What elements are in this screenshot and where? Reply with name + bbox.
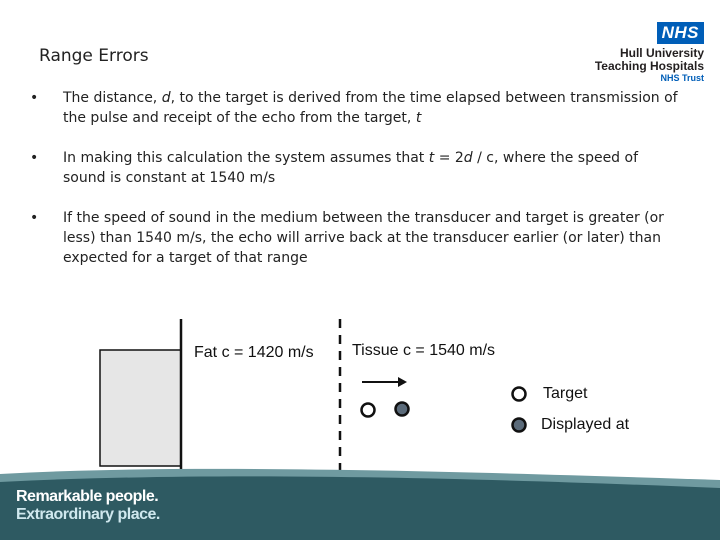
arrow-head [398, 377, 407, 387]
logo-trust: NHS Trust [660, 73, 704, 83]
bullet-text: If the speed of sound in the medium between the transducer and target is greater (or less) than 1540 m/s, the echo will arrive back at the transducer earlier (or later) than expected for a target of that range [63, 210, 664, 266]
bullet-text: = 2 [434, 150, 464, 166]
legend-target-marker [513, 388, 526, 401]
footer-band [0, 468, 720, 540]
tissue-label: Tissue c = 1540 m/s [352, 342, 496, 359]
slogan-line-1: Remarkable people. [16, 488, 159, 505]
bullet-marker: • [30, 210, 39, 226]
legend-displayed-label: Displayed at [541, 416, 630, 433]
transducer-block [100, 350, 181, 466]
legend-target-label: Target [543, 385, 588, 402]
bullet-marker: • [30, 150, 39, 166]
target-marker [362, 404, 375, 417]
bullet-var: d [463, 150, 473, 166]
bullet-text: / c, where the speed of sound is constant at 1540 m/s [63, 150, 639, 186]
nhs-wordmark: NHS [657, 22, 704, 44]
displayed-marker [396, 403, 409, 416]
slogan-line-2: Extraordinary place. [16, 506, 160, 523]
bullet-text: , to the target is derived from the time elapsed between transmission of the pulse and receipt of the echo from the target, [63, 90, 678, 126]
logo-line-1: Hull University [619, 46, 704, 60]
bullet-text: The distance, [63, 90, 162, 106]
bullet-var: t [428, 150, 435, 166]
fat-label: Fat c = 1420 m/s [194, 344, 314, 361]
legend-displayed-marker [513, 419, 526, 432]
footer-slogan [16, 488, 160, 524]
bullet-text: In making this calculation the system assumes that [63, 150, 429, 166]
bullet-var: t [415, 110, 422, 126]
bullet-marker: • [30, 90, 39, 106]
logo-line-2: Teaching Hospitals [594, 59, 704, 73]
slide-title: Range Errors [39, 46, 149, 66]
bullet-var: d [161, 90, 171, 106]
